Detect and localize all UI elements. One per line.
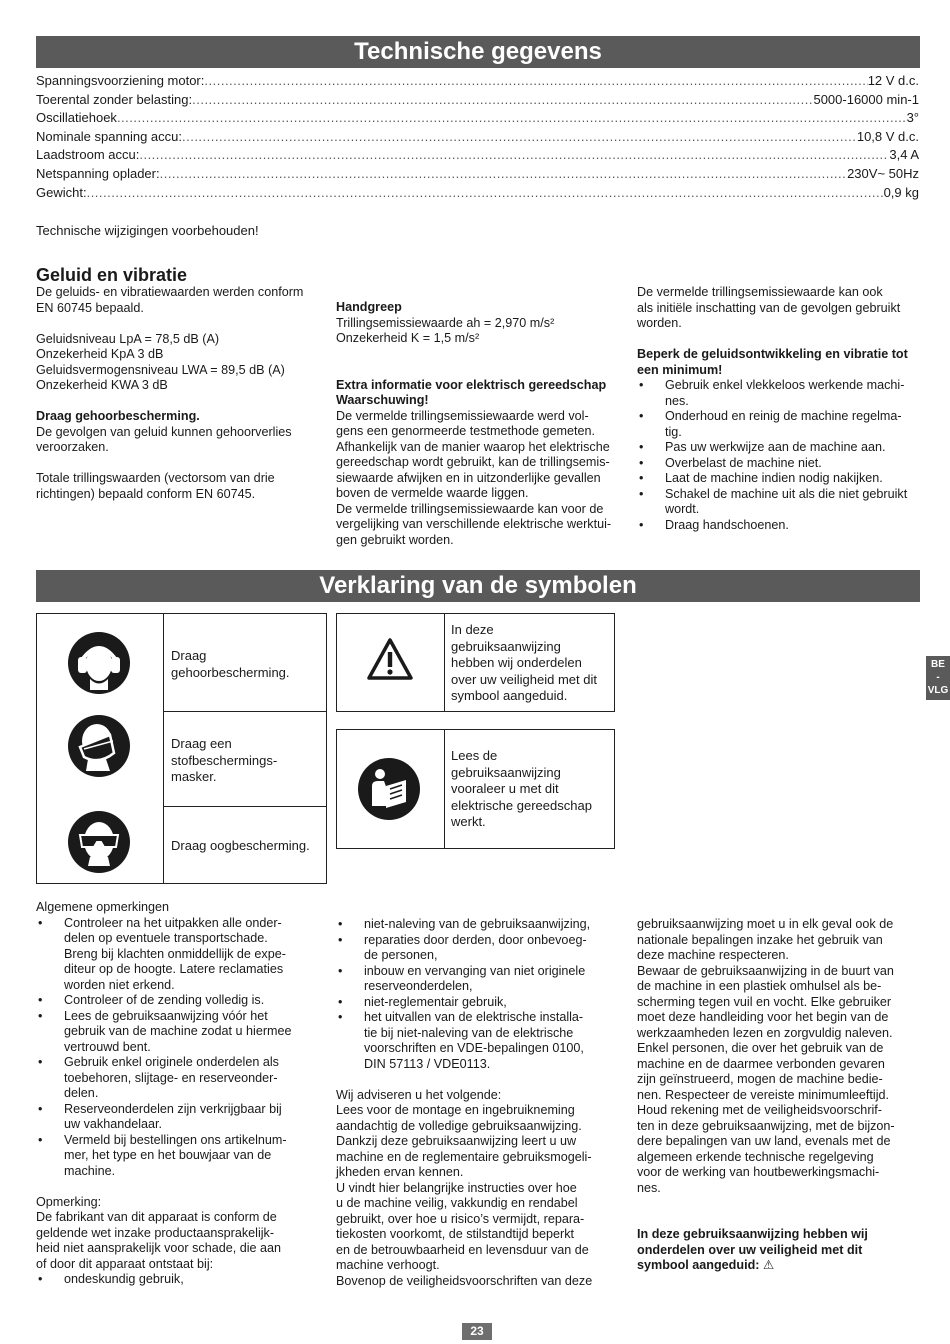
eye-protection-icon [66,809,132,875]
symbol-text-line: werkt. [451,814,486,829]
section-banner-symbols: Verklaring van de symbolen [36,570,920,602]
spec-label: Netspanning oplader: [36,165,160,181]
liability-bullet-line: reserveonderdelen, [364,979,473,993]
sound-column-3 [637,285,919,533]
sound-vibration-heading: Geluid en vibratie [36,265,188,285]
limit-bullet-line: • Overbelast de machine niet. [665,455,822,470]
symbol-text-line: gebruiksaanwijzing [451,764,561,780]
symbol-text-line: masker. [171,769,217,784]
manual-care-line: nationale bepalingen inzake het gebruik van [637,932,883,947]
liability-bullet-line: • reparaties door derden, door onbevoeg- [364,932,587,947]
estimate-line: worden. [637,316,682,330]
manual-care-line: voor de werking van houtbewerkingsmachi- [637,1165,880,1179]
limit-bullet [637,440,919,456]
safety-symbol-note: onderdelen over uw veiligheid met dit [637,1242,863,1257]
extra-info-line: De vermelde trillingsemissiewaarde werd vol- [336,408,589,423]
manual-care-line: moet deze handleiding voor het begin van de [637,1010,889,1024]
limit-bullet-list [637,378,919,533]
manual-care-line: dere bepalingen van uw land, evenals met de [637,1134,891,1148]
liability-bullet-line: • inbouw en vervanging van niet originele [364,963,586,978]
general-bullet-list [36,916,318,1180]
table-divider [444,613,445,712]
limit-bullet [637,409,919,440]
general-bullet-line: delen. [64,1086,99,1100]
symbol-text-line: gehoorbescherming. [171,664,290,680]
liability-bullet-line: DIN 57113 / VDE0113. [364,1056,491,1071]
extra-info-line: De vermelde trillingsemissiewaarde kan voor de [336,501,604,516]
read-manual-icon [356,756,422,822]
general-bullet-line: • Gebruik enkel originele onderdelen als [64,1055,279,1069]
liability-bullet [336,964,618,995]
manual-care-line: Bewaar de gebruiksaanwijzing in de buurt van [637,963,894,978]
safety-symbol-note: symbool aangeduid: ⚠ [637,1258,775,1272]
sound-level-line: Onzekerheid KpA 3 dB [36,347,164,361]
symbol-text-line: Draag [171,648,207,663]
spec-list [36,73,919,203]
manual-care-line: algemeen erkende technische regelgeving [637,1149,874,1164]
advice-line: Dankzij deze gebruiksaanwijzing leert u uw [336,1134,577,1148]
liability-bullet-list [36,1272,318,1288]
remark-line: De fabrikant van dit apparaat is conform de [36,1210,277,1224]
manual-care-line: Houd rekening met de veiligheidsvoorschrif- [637,1103,883,1117]
spec-label: Spanningsvoorziening motor: [36,73,205,88]
symbol-text-line: vooraleer u met dit [451,781,559,796]
extra-info-line: gen gebruikt worden. [336,532,454,547]
eye-protection-text [171,838,310,855]
manual-care-line: zijn geïnstrueerd, mogen de machine bedie- [637,1072,883,1086]
advice-line: tiekosten voorkomt, de stilstandtijd beperkt [336,1227,575,1241]
manual-care-line: nes. [637,1180,661,1195]
dot-leader [192,92,813,108]
extra-info-line: gens een genormeerde testmethode gemeten. [336,424,596,438]
dot-leader [160,166,847,182]
spec-row [36,147,919,166]
manual-care-line: de machine in een plastiek omhulsel als be- [637,979,882,993]
ear-protection-text [171,648,290,681]
grip-value-line: Onzekerheid K = 1,5 m/s² [336,331,480,345]
liability-bullet-line: • niet-naleving van de gebruiksaanwijzing, [364,917,591,931]
remark-line: heid niet aansprakelijk voor schade, die aan [36,1241,282,1255]
limit-bullet [637,518,919,534]
sound-level-line: Onzekerheid KWA 3 dB [36,378,168,392]
spec-label: Laadstroom accu: [36,147,140,163]
hearing-heading: Draag gehoorbescherming. [36,409,200,423]
advice-line: gebruikt, over hoe u risico’s vermijdt, repara- [336,1211,585,1226]
manual-care-line: werkzaamheden lezen en zorgvuldig naleven. [637,1025,893,1040]
manual-care-line: scherming tegen vuil en vocht. Elke gebruiker [637,994,892,1009]
dot-leader [139,147,889,163]
general-bullet [36,1009,318,1056]
advice-line: Bovenop de veiligheidsvoorschriften van deze [336,1273,593,1288]
limit-bullet [637,487,919,518]
liability-bullet-line: tie bij niet-naleving van de elektrische [364,1025,574,1040]
spec-row [36,129,919,148]
limit-bullet-line: tig. [665,424,682,439]
manual-symbol-text [451,748,592,831]
extra-info-heading: Extra informatie voor elektrisch gereedschap [336,377,607,392]
limit-bullet-line: • Gebruik enkel vlekkeloos werkende machi- [665,378,905,392]
liability-bullet [336,933,618,964]
hearing-text-line: veroorzaken. [36,440,109,454]
extra-info-line: Afhankelijk van de manier waarop het elektrische [336,439,610,454]
general-bullet-line: Breng bij klachten onmiddellijk de expe- [64,946,286,961]
liability-bullet-line: de personen, [364,948,438,962]
extra-info-line: boven de vermelde waarde liggen. [336,486,529,500]
side-tab-line: - [936,672,940,683]
side-tab-line: VLG [927,685,949,696]
spec-value: 10,8 V d.c. [856,128,919,144]
symbol-text-line: Draag oogbescherming. [171,838,310,853]
spec-label: Oscillatiehoek [36,110,117,126]
language-side-tab [926,656,950,700]
dot-leader [117,110,907,126]
symbol-text-line: In deze [451,622,494,637]
general-bullet-line: toebehoren, slijtage- en reserveonder- [64,1070,278,1085]
symbol-text-line: over uw veiligheid met dit [451,671,597,687]
limit-bullet [637,378,919,409]
general-bullet-line: • Controleer of de zending volledig is. [64,993,265,1007]
liability-bullet-list [336,917,618,1072]
liability-bullet-line: • het uitvallen van de elektrische installa- [364,1010,584,1024]
advice-line: jkheden ervan kennen. [336,1165,464,1179]
spec-row [36,185,919,204]
general-bullet-line: • Vermeld bij bestellingen ons artikelnum- [64,1132,287,1147]
grip-value-line: Trillingsemissiewaarde ah = 2,970 m/s² [336,315,555,330]
liability-bullet-line: • niet-reglementair gebruik, [364,994,507,1009]
dot-leader [87,185,884,201]
symbol-text-line: gebruiksaanwijzing [451,638,561,654]
spec-value: 3° [906,110,919,126]
general-column-3 [637,917,919,1274]
hearing-text-line: De gevolgen van geluid kunnen gehoorverlies [36,424,292,439]
manual-care-line: gebruiksaanwijzing moet u in elk geval ook de [637,917,894,931]
general-bullet [36,993,318,1009]
limit-bullet-line: • Onderhoud en reinig de machine regelma- [665,409,902,423]
spec-value: 5000-16000 min-1 [813,91,919,107]
spec-row [36,110,919,129]
sound-intro-line: De geluids- en vibratiewaarden werden conform [36,285,304,299]
general-bullet-line: delen op eventuele transportschade. [64,931,268,945]
general-bullet-line: diteur op de hoogte. Latere reclamaties [64,962,284,976]
general-bullet-line: vertrouwd bent. [64,1039,151,1054]
advice-line: aandachtig de volledige gebruiksaanwijzing. [336,1118,582,1133]
manual-care-line: Enkel personen, die over het gebruik van de [637,1041,884,1055]
limit-bullet [637,471,919,487]
advice-line: Wij adviseren u het volgende: [336,1087,502,1102]
spec-row [36,73,919,92]
spec-value: 12 V d.c. [867,73,919,88]
manual-care-line: deze machine respecteren. [637,948,789,962]
general-bullet [36,916,318,994]
symbol-text-line: elektrische gereedschap [451,797,592,813]
spec-value: 3,4 A [889,147,919,163]
advice-line: U vindt hier belangrijke instructies over hoe [336,1180,577,1195]
table-divider [163,613,164,884]
limit-bullet-line: • Laat de machine indien nodig nakijken. [665,471,883,485]
general-column-2 [336,917,618,1289]
symbol-text-line: Draag een [171,736,232,751]
advice-line: Lees voor de montage en ingebruikneming [336,1103,575,1117]
extra-info-line: siewaarde afwijken en in uitzonderlijke gevallen [336,470,601,485]
safety-symbol-note: In deze gebruiksaanwijzing hebben wij [637,1227,868,1241]
liability-bullet-line: • ondeskundig gebruik, [64,1272,184,1286]
table-divider [444,729,445,849]
dust-mask-text [171,736,277,786]
general-column-1 [36,900,318,1288]
general-bullet-line: worden niet erkend. [64,977,175,992]
liability-bullet [336,917,618,933]
spec-label: Gewicht: [36,184,87,200]
sound-intro-line: EN 60745 bepaald. [36,300,144,315]
extra-info-heading: Waarschuwing! [336,393,429,407]
liability-bullet [336,995,618,1011]
sound-level-line: Geluidsvermogensniveau LWA = 89,5 dB (A) [36,362,285,377]
grip-heading: Handgreep [336,300,402,314]
limit-heading: Beperk de geluidsontwikkeling en vibratie tot [637,347,908,361]
limit-bullet [637,456,919,472]
sound-column-2 [336,300,618,548]
table-divider [163,806,327,807]
symbol-text-line: Lees de [451,748,498,763]
limit-bullet-line: • Pas uw werkwijze aan de machine aan. [665,440,886,454]
estimate-line: als initiële inschatting van de gevolgen gebruikt [637,300,901,315]
symbol-text-line: hebben wij onderdelen [451,655,582,670]
general-bullet-line: • Controleer na het uitpakken alle onder- [64,915,282,930]
extra-info-line: vergelijking van verschillende elektrische werktui- [336,517,612,531]
estimate-line: De vermelde trillingsemissiewaarde kan ook [637,285,883,299]
liability-bullet [36,1272,318,1288]
limit-heading: een minimum! [637,362,723,377]
advice-line: machine en de reglementaire gebruiksmogeli- [336,1149,592,1164]
warning-triangle-icon [366,637,414,681]
section-banner-technical-data: Technische gegevens [36,36,920,68]
general-bullet-line: machine. [64,1163,116,1178]
table-divider [163,711,327,712]
dot-leader [204,73,867,89]
general-bullet-line: • Lees de gebruiksaanwijzing vóór het [64,1008,268,1023]
technical-changes-note: Technische wijzigingen voorbehouden! [36,223,259,238]
general-bullet [36,1133,318,1180]
spec-value: 230V~ 50Hz [847,165,919,181]
symbol-text-line: symbool aangeduid. [451,688,568,703]
liability-bullet [336,1010,618,1072]
total-vibration-line: Totale trillingswaarden (vectorsom van drie [36,471,275,485]
general-bullet-line: • Reserveonderdelen zijn verkrijgbaar bij [64,1101,282,1116]
remark-line: of door dit apparaat ontstaat bij: [36,1256,214,1271]
general-bullet [36,1102,318,1133]
side-tab-line: BE [931,659,945,670]
remark-heading: Opmerking: [36,1194,102,1209]
spec-value: 0,9 kg [883,184,919,200]
spec-row [36,166,919,185]
advice-line: u de machine veilig, vakkundig en rendabel [336,1196,578,1210]
sound-column-1 [36,285,318,502]
sound-level-line: Geluidsniveau LpA = 78,5 dB (A) [36,331,220,346]
advice-line: machine verhoogt. [336,1258,440,1272]
limit-bullet-line: • Schakel de machine uit als die niet gebruikt [665,486,908,501]
general-bullet-line: gebruik van de machine zodat u hiermee [64,1024,292,1038]
extra-info-line: gereedschap wordt gebruikt, kan de trillingsemis- [336,455,610,469]
dust-mask-icon [66,713,132,779]
total-vibration-line: richtingen) bepaald conform EN 60745. [36,486,256,501]
remark-line: geldende wet inzake productaansprakelijk- [36,1225,275,1240]
spec-row [36,92,919,111]
manual-care-line: nen. Respecteer de vereiste minimumleeftijd. [637,1087,889,1102]
advice-line: en de betrouwbaarheid en levensduur van de [336,1242,589,1257]
ear-protection-icon [66,630,132,696]
page-number: 23 [462,1323,492,1340]
spec-label: Toerental zonder belasting: [36,91,193,107]
general-bullet-line: uw vakhandelaar. [64,1117,163,1131]
dot-leader [182,129,857,145]
liability-bullet-line: voorschriften en VDE-bepalingen 0100, [364,1041,584,1055]
warning-symbol-text [451,622,597,705]
manual-care-line: machine en de daarmee verbonden gevaren [637,1056,885,1071]
general-bullet-line: mer, het type en het bouwjaar van de [64,1148,272,1162]
spec-label: Nominale spanning accu: [36,128,182,144]
limit-bullet-line: wordt. [665,502,700,516]
limit-bullet-line: • Draag handschoenen. [665,517,789,532]
manual-care-line: ten in deze gebruiksaanwijzing, met de bijzon- [637,1118,895,1133]
symbol-text-line: stofbeschermings- [171,752,278,768]
limit-bullet-line: nes. [665,393,689,408]
general-remarks-heading: Algemene opmerkingen [36,900,170,914]
general-bullet [36,1055,318,1102]
